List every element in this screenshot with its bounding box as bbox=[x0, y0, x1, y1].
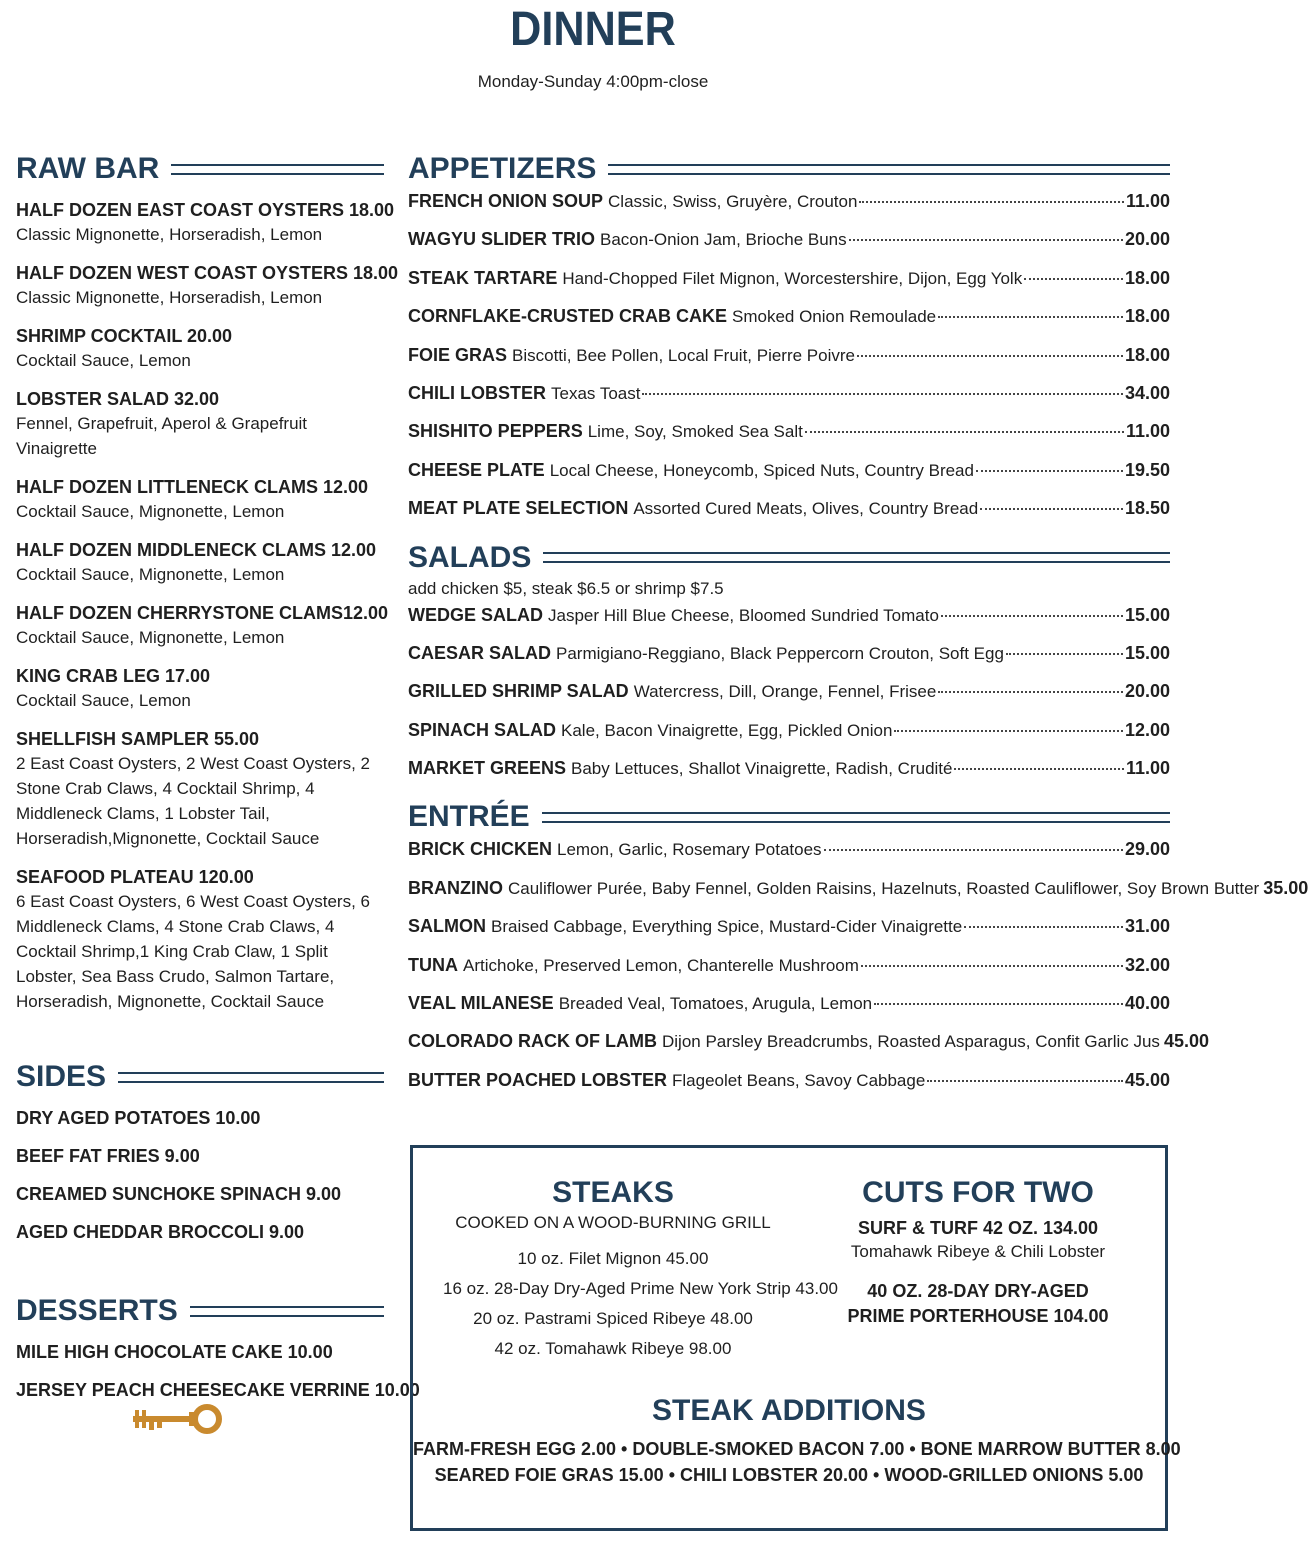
section-rule bbox=[542, 812, 1170, 823]
raw-bar-item-desc: Classic Mignonette, Horseradish, Lemon bbox=[16, 288, 323, 307]
salad-item bbox=[408, 720, 1170, 758]
dot-leader bbox=[964, 926, 1123, 928]
entree-item-name: BRANZINO bbox=[408, 877, 503, 898]
raw-bar-item-name: HALF DOZEN EAST COAST OYSTERS 18.00 bbox=[16, 200, 395, 220]
appetizer-item-name: CHILI LOBSTER bbox=[408, 382, 546, 403]
entree-item-desc: Braised Cabbage, Everything Spice, Mustard-Cider Vinaigrette bbox=[491, 917, 963, 937]
raw-bar-item bbox=[16, 261, 399, 310]
appetizer-item bbox=[408, 460, 1170, 498]
entree-item-name: COLORADO RACK OF LAMB bbox=[408, 1031, 657, 1052]
cut-surf-turf-name: SURF & TURF 42 OZ. 134.00 bbox=[857, 1218, 1099, 1238]
salad-item-price: 15.00 bbox=[1124, 604, 1170, 625]
salads-title: SALADS bbox=[408, 540, 532, 574]
entree-item bbox=[408, 916, 1170, 954]
appetizer-item-desc: Lime, Soy, Smoked Sea Salt bbox=[587, 422, 803, 442]
dot-leader bbox=[1006, 653, 1123, 655]
appetizer-item bbox=[408, 383, 1170, 421]
entree-item-price: 29.00 bbox=[1124, 839, 1170, 860]
dot-leader bbox=[954, 768, 1123, 770]
raw-bar-list bbox=[16, 198, 399, 1014]
appetizer-item bbox=[408, 421, 1170, 459]
steak-item: 16 oz. 28-Day Dry-Aged Prime New York Strip 43.00 bbox=[443, 1279, 838, 1298]
page-title: DINNER bbox=[510, 3, 676, 56]
side-item: DRY AGED POTATOES 10.00 bbox=[16, 1108, 261, 1128]
entree-item-desc: Cauliflower Purée, Baby Fennel, Golden Raisins, Hazelnuts, Roasted Cauliflower, Soy Brown Butter bbox=[508, 878, 1260, 898]
steak-item: 20 oz. Pastrami Spiced Ribeye 48.00 bbox=[473, 1309, 753, 1328]
raw-bar-item bbox=[16, 727, 384, 851]
raw-bar-item-name: SHELLFISH SAMPLER 55.00 bbox=[16, 729, 260, 749]
raw-bar-item-name: LOBSTER SALAD 32.00 bbox=[16, 389, 220, 409]
dot-leader bbox=[857, 355, 1123, 357]
salad-item bbox=[408, 681, 1170, 719]
salads-header bbox=[408, 539, 1170, 577]
appetizer-item-desc: Bacon-Onion Jam, Brioche Buns bbox=[600, 230, 847, 250]
cuts-title: CUTS FOR TWO bbox=[862, 1176, 1094, 1209]
additions-line-2: SEARED FOIE GRAS 15.00 • CHILI LOBSTER 20.00 • WOOD-GRILLED ONIONS 5.00 bbox=[434, 1465, 1144, 1485]
salad-item-desc: Watercress, Dill, Orange, Fennel, Frisee bbox=[633, 682, 937, 702]
entree-item-desc: Flageolet Beans, Savoy Cabbage bbox=[672, 1070, 926, 1090]
dot-leader bbox=[642, 393, 1122, 395]
salads-note: add chicken $5, steak $6.5 or shrimp $7.5 bbox=[408, 578, 724, 598]
appetizers-header bbox=[408, 150, 1170, 188]
dot-leader bbox=[941, 615, 1123, 617]
entree-title: ENTRÉE bbox=[408, 800, 530, 834]
appetizer-item-price: 19.50 bbox=[1124, 459, 1170, 480]
salad-item-price: 15.00 bbox=[1124, 642, 1170, 663]
raw-bar-item-name: HALF DOZEN MIDDLENECK CLAMS 12.00 bbox=[16, 540, 377, 560]
entree-item-price: 32.00 bbox=[1124, 954, 1170, 975]
salad-item-desc: Kale, Bacon Vinaigrette, Egg, Pickled Onion bbox=[561, 720, 893, 740]
appetizer-item-price: 11.00 bbox=[1125, 191, 1170, 211]
entree-item-price: 45.00 bbox=[1163, 1031, 1209, 1052]
entree-item-desc: Breaded Veal, Tomatoes, Arugula, Lemon bbox=[558, 994, 873, 1014]
dessert-item: JERSEY PEACH CHEESECAKE VERRINE 10.00 bbox=[16, 1380, 420, 1400]
cut-porterhouse-line2: PRIME PORTERHOUSE 104.00 bbox=[847, 1306, 1109, 1326]
entree-list bbox=[408, 839, 1308, 1108]
dessert-item: MILE HIGH CHOCOLATE CAKE 10.00 bbox=[16, 1342, 333, 1362]
sides-header bbox=[16, 1058, 384, 1096]
dot-leader bbox=[861, 965, 1123, 967]
entree-item bbox=[408, 1031, 1209, 1069]
dot-leader bbox=[894, 730, 1123, 732]
entree-item-name: BUTTER POACHED LOBSTER bbox=[408, 1069, 668, 1090]
salad-item-desc: Baby Lettuces, Shallot Vinaigrette, Radish, Crudité bbox=[571, 759, 953, 779]
raw-bar-item bbox=[16, 324, 384, 373]
entree-item-name: SALMON bbox=[408, 916, 486, 937]
steak-item: 10 oz. Filet Mignon 45.00 bbox=[517, 1249, 709, 1268]
entree-item bbox=[408, 993, 1170, 1031]
cut-porterhouse-line1: 40 OZ. 28-DAY DRY-AGED bbox=[867, 1281, 1089, 1301]
entree-header bbox=[408, 798, 1170, 836]
sides-title: SIDES bbox=[16, 1060, 107, 1093]
raw-bar-item bbox=[16, 601, 389, 650]
appetizer-item bbox=[408, 345, 1170, 383]
appetizer-item-name: CORNFLAKE-CRUSTED CRAB CAKE bbox=[408, 306, 727, 327]
side-item: CREAMED SUNCHOKE SPINACH 9.00 bbox=[16, 1184, 342, 1204]
dot-leader bbox=[874, 1003, 1123, 1005]
appetizer-item-price: 18.00 bbox=[1124, 267, 1170, 288]
raw-bar-header bbox=[16, 150, 384, 188]
entree-item bbox=[408, 839, 1170, 877]
additions-title: STEAK ADDITIONS bbox=[652, 1394, 926, 1427]
appetizer-item-price: 11.00 bbox=[1125, 421, 1170, 442]
raw-bar-item-name: KING CRAB LEG 17.00 bbox=[16, 666, 211, 686]
appetizer-item-price: 18.00 bbox=[1124, 344, 1170, 365]
steaks-section bbox=[443, 1176, 838, 1364]
appetizer-item-desc: Texas Toast bbox=[551, 383, 641, 403]
side-item: BEEF FAT FRIES 9.00 bbox=[16, 1146, 200, 1166]
entree-item-name: BRICK CHICKEN bbox=[408, 839, 552, 860]
raw-bar-item-name: HALF DOZEN CHERRYSTONE CLAMS12.00 bbox=[16, 603, 389, 623]
raw-bar-item-desc: 6 East Coast Oysters, 6 West Coast Oysters, 6 Middleneck Clams, 4 Stone Crab Claws, 4 Cocktail Shrimp,1 King Crab Claw, 1 Split Lobster, Sea Bass Crudo, Salmon Tartare, Horseradish, Mignonette, Cocktail Sauce bbox=[16, 892, 370, 1011]
appetizer-item-desc: Hand-Chopped Filet Mignon, Worcestershire, Dijon, Egg Yolk bbox=[562, 268, 1023, 288]
salad-item-price: 12.00 bbox=[1124, 719, 1170, 740]
salad-item-price: 11.00 bbox=[1125, 758, 1170, 779]
appetizer-item-price: 18.50 bbox=[1124, 498, 1170, 519]
entree-item-name: TUNA bbox=[408, 954, 458, 975]
side-item: AGED CHEDDAR BROCCOLI 9.00 bbox=[16, 1222, 305, 1242]
section-rule bbox=[171, 164, 384, 175]
dot-leader bbox=[1024, 278, 1123, 280]
appetizer-item-desc: Assorted Cured Meats, Olives, Country Bread bbox=[633, 499, 979, 519]
appetizers-title: APPETIZERS bbox=[408, 152, 597, 185]
raw-bar-item-desc: Cocktail Sauce, Mignonette, Lemon bbox=[16, 628, 285, 647]
appetizer-item bbox=[408, 229, 1170, 267]
raw-bar-item-desc: Classic Mignonette, Horseradish, Lemon bbox=[16, 225, 323, 244]
raw-bar-item-desc: Fennel, Grapefruit, Aperol & Grapefruit Vinaigrette bbox=[16, 414, 308, 458]
desserts-list bbox=[16, 1340, 420, 1402]
steak-box bbox=[410, 1145, 1181, 1531]
dot-leader bbox=[859, 201, 1124, 203]
entree-item bbox=[408, 955, 1170, 993]
steak-item: 42 oz. Tomahawk Ribeye 98.00 bbox=[494, 1339, 732, 1358]
dot-leader bbox=[938, 316, 1123, 318]
dot-leader bbox=[824, 849, 1123, 851]
entree-item-price: 45.00 bbox=[1124, 1069, 1170, 1090]
appetizer-item bbox=[408, 268, 1170, 306]
section-rule bbox=[543, 552, 1170, 563]
desserts-title: DESSERTS bbox=[16, 1294, 178, 1327]
desserts-header bbox=[16, 1292, 384, 1330]
hours-text: Monday-Sunday 4:00pm-close bbox=[477, 72, 709, 91]
raw-bar-item-desc: 2 East Coast Oysters, 2 West Coast Oysters, 2 Stone Crab Claws, 4 Cocktail Shrimp, 4 Middleneck Clams, 1 Lobster Tail, Horseradish,Mignonette, Cocktail Sauce bbox=[16, 754, 370, 848]
appetizers-list bbox=[408, 191, 1170, 537]
entree-item bbox=[408, 1070, 1170, 1108]
appetizer-item-name: STEAK TARTARE bbox=[408, 267, 558, 288]
salad-item-name: SPINACH SALAD bbox=[408, 719, 557, 740]
salad-item bbox=[408, 605, 1170, 643]
salad-item-name: GRILLED SHRIMP SALAD bbox=[408, 681, 629, 702]
raw-bar-item-desc: Cocktail Sauce, Mignonette, Lemon bbox=[16, 565, 285, 584]
appetizer-item-price: 20.00 bbox=[1124, 229, 1170, 250]
raw-bar-item-name: SEAFOOD PLATEAU 120.00 bbox=[16, 867, 254, 887]
key-icon bbox=[133, 1402, 225, 1438]
raw-bar-item bbox=[16, 475, 384, 524]
appetizer-item bbox=[408, 498, 1170, 536]
dot-leader bbox=[849, 239, 1123, 241]
steaks-title: STEAKS bbox=[552, 1176, 674, 1209]
appetizer-item-desc: Smoked Onion Remoulade bbox=[732, 307, 937, 327]
appetizer-item-price: 34.00 bbox=[1124, 382, 1170, 403]
appetizer-item-name: FOIE GRAS bbox=[408, 344, 508, 365]
raw-bar-title: RAW BAR bbox=[16, 152, 160, 185]
salad-item-name: CAESAR SALAD bbox=[408, 642, 552, 663]
dot-leader bbox=[980, 508, 1123, 510]
additions-line-1: FARM-FRESH EGG 2.00 • DOUBLE-SMOKED BACON 7.00 • BONE MARROW BUTTER 8.00 bbox=[413, 1439, 1181, 1459]
sides-list bbox=[16, 1106, 384, 1244]
raw-bar-item-desc: Cocktail Sauce, Lemon bbox=[16, 691, 191, 710]
raw-bar-item-desc: Cocktail Sauce, Lemon bbox=[16, 351, 191, 370]
right-column bbox=[408, 150, 1308, 1108]
dot-leader bbox=[805, 431, 1124, 433]
appetizer-item bbox=[408, 191, 1170, 229]
appetizer-item-desc: Classic, Swiss, Gruyère, Crouton bbox=[608, 192, 858, 211]
appetizer-item-name: FRENCH ONION SOUP bbox=[408, 191, 604, 211]
left-column bbox=[16, 150, 420, 1416]
entree-item-desc: Dijon Parsley Breadcrumbs, Roasted Asparagus, Confit Garlic Jus bbox=[661, 1032, 1160, 1052]
raw-bar-item-name: HALF DOZEN LITTLENECK CLAMS 12.00 bbox=[16, 477, 369, 497]
raw-bar-item-desc: Cocktail Sauce, Mignonette, Lemon bbox=[16, 502, 285, 521]
steaks-list bbox=[443, 1244, 838, 1364]
raw-bar-item-name: SHRIMP COCKTAIL 20.00 bbox=[16, 326, 233, 346]
entree-item-price: 35.00 bbox=[1263, 877, 1308, 898]
appetizer-item-name: MEAT PLATE SELECTION bbox=[408, 498, 629, 519]
steak-additions-section bbox=[413, 1394, 1181, 1488]
appetizer-item bbox=[408, 306, 1170, 344]
entree-item-price: 31.00 bbox=[1124, 916, 1170, 937]
raw-bar-item bbox=[16, 865, 384, 1014]
section-rule bbox=[190, 1306, 384, 1317]
raw-bar-item bbox=[16, 664, 384, 713]
appetizer-item-name: WAGYU SLIDER TRIO bbox=[408, 229, 596, 250]
salad-item bbox=[408, 643, 1170, 681]
entree-item-price: 40.00 bbox=[1124, 993, 1170, 1014]
salad-item-name: WEDGE SALAD bbox=[408, 604, 543, 625]
raw-bar-item bbox=[16, 198, 395, 247]
salad-item-desc: Parmigiano-Reggiano, Black Peppercorn Crouton, Soft Egg bbox=[556, 643, 1004, 663]
appetizer-item-name: SHISHITO PEPPERS bbox=[408, 421, 583, 442]
salad-item bbox=[408, 758, 1170, 796]
entree-item-desc: Artichoke, Preserved Lemon, Chanterelle Mushroom bbox=[463, 955, 859, 975]
raw-bar-item-name: HALF DOZEN WEST COAST OYSTERS 18.00 bbox=[16, 263, 399, 283]
appetizer-item-desc: Local Cheese, Honeycomb, Spiced Nuts, Country Bread bbox=[549, 460, 974, 480]
cut-surf-turf-desc: Tomahawk Ribeye & Chili Lobster bbox=[850, 1242, 1106, 1261]
steaks-subtitle: COOKED ON A WOOD-BURNING GRILL bbox=[455, 1213, 771, 1232]
salad-item-desc: Jasper Hill Blue Cheese, Bloomed Sundried Tomato bbox=[548, 605, 939, 625]
salads-list bbox=[408, 605, 1170, 797]
raw-bar-item bbox=[16, 538, 384, 587]
appetizer-item-desc: Biscotti, Bee Pollen, Local Fruit, Pierre Poivre bbox=[512, 345, 855, 365]
salad-item-name: MARKET GREENS bbox=[408, 758, 567, 779]
entree-item-desc: Lemon, Garlic, Rosemary Potatoes bbox=[557, 840, 822, 860]
section-rule bbox=[118, 1072, 384, 1083]
dot-leader bbox=[927, 1080, 1123, 1082]
appetizer-item-name: CHEESE PLATE bbox=[408, 459, 545, 480]
cuts-for-two-section bbox=[833, 1176, 1123, 1329]
entree-item bbox=[408, 877, 1308, 916]
dot-leader bbox=[938, 691, 1123, 693]
dot-leader bbox=[976, 470, 1123, 472]
section-rule bbox=[608, 164, 1170, 175]
entree-item-name: VEAL MILANESE bbox=[408, 993, 554, 1014]
salad-item-price: 20.00 bbox=[1124, 681, 1170, 702]
raw-bar-item bbox=[16, 387, 384, 461]
appetizer-item-price: 18.00 bbox=[1124, 306, 1170, 327]
